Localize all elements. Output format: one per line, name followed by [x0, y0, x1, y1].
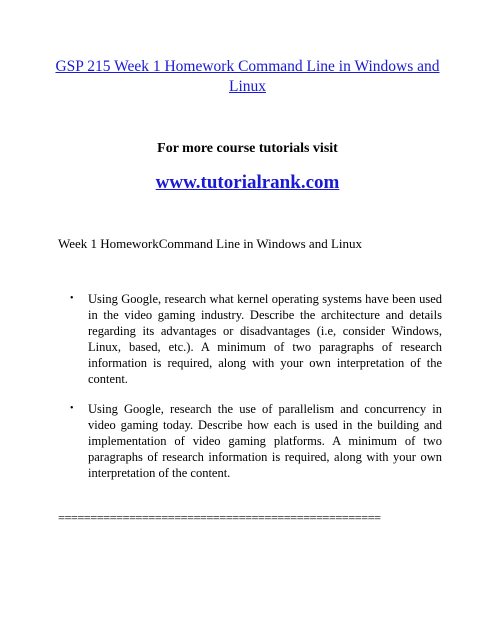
divider-line: ==================================================: [58, 511, 381, 525]
assignment-text: Using Google, research what kernel operating systems have been used in the video gaming industry. Describe the architecture and details regarding its advantages or disadvantages (i.e, consider Windows, Linux, based, etc.). A minimum of two paragraphs of research information is required, along with your own interpretation of the content.: [88, 292, 442, 386]
tutorialrank-link[interactable]: www.tutorialrank.com: [155, 172, 340, 193]
document-title-link[interactable]: GSP 215 Week 1 Homework Command Line in Windows and Linux: [55, 58, 440, 95]
assignment-item-kernel: [70, 291, 442, 387]
assignment-text: Using Google, research the use of parallelism and concurrency in video gaming today. Describe how each is used in the building and implementation of video gaming platforms. A minimum of two paragraphs of research information is required, along with your own interpretation of the content.: [88, 402, 442, 480]
bullet-icon: •: [70, 293, 74, 304]
homework-heading: Week 1 HomeworkCommand Line in Windows and Linux: [58, 236, 363, 251]
visit-text: For more course tutorials visit: [157, 141, 338, 156]
assignment-item-parallelism: [70, 401, 442, 481]
bullet-icon: •: [70, 403, 74, 414]
assignment-list: [70, 291, 442, 495]
